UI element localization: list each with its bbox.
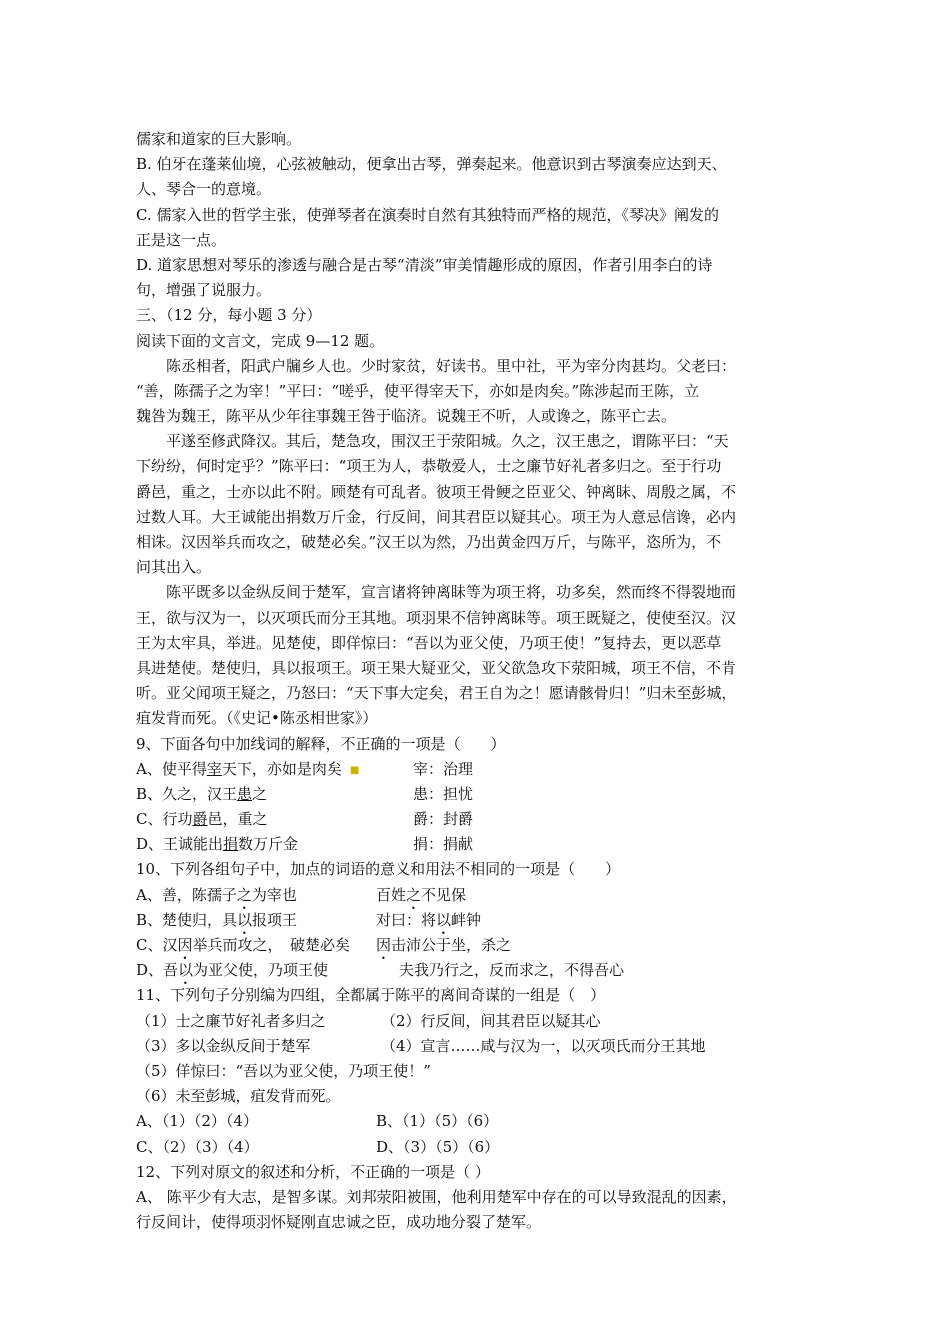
passage-line: 陈丞相者，阳武户牖乡人也。少时家贫，好读书。里中社，平为宰分肉甚均。父老曰： [166, 356, 737, 375]
document-content [136, 127, 826, 1235]
passage-line: 陈平既多以金纵反间于楚军，宣言诸将钟离眛等为项王将，功多矣，然而终不得裂地而 [166, 583, 737, 602]
passage-line: 过数人耳。大王诚能出捐数万斤金，行反间，间其君臣以疑其心。项王为人意忌信谗，必内 [136, 507, 737, 526]
option-d-line: D. 道家思想对琴乐的渗透与融合是古琴“清淡”审美情趣形成的原因，作者引用李白的诗 [136, 255, 713, 274]
q10-option-b: B、楚使归，具以报项王 对曰：将以衅钟 [136, 910, 482, 929]
passage-line: 王为太牢具，举进。见楚使，即佯惊曰：“吾以为亚父使，乃项王使！”复持去，更以恶草 [136, 633, 722, 652]
q9-option-b: B、久之，汉王患之 患：担忧 [136, 784, 474, 803]
q11-options-row: C、（2）（3）（4） D、（3）（5）（6） [136, 1137, 500, 1156]
q11-options-row: A、（1）（2）（4） B、（1）（5）（6） [136, 1112, 499, 1131]
section-heading: 三、（12 分，每小题 3 分） [136, 306, 322, 325]
passage-line: 王，欲与汉为一，以灭项氏而分王其地。项羽果不信钟离眛等。项王既疑之，使使至汉。汉 [136, 608, 737, 627]
question-9-stem: 9、下面各句中加线词的解释，不正确的一项是（ ） [136, 734, 506, 753]
question-12-stem: 12、下列对原文的叙述和分析，不正确的一项是（ ） [136, 1162, 490, 1181]
passage-line: 问其出入。 [136, 558, 212, 577]
q12-option-a: A、 陈平少有大志，是智多谋。刘邦荥阳被围，他利用楚军中存在的可以导致混乱的因素， [136, 1187, 737, 1206]
q9-option-a: A、使平得宰天下，亦如是肉矣 ■ 宰：治理 [136, 759, 474, 778]
bullet-mark-icon: ■ [349, 764, 360, 776]
q10-option-a: A、善，陈孺子之为宰也 百姓之不见保 [136, 885, 467, 904]
passage-line: 平遂至修武降汉。其后，楚急攻，围汉王于荥阳城。久之，汉王患之，谓陈平曰：“天 [166, 432, 729, 451]
text-line: 正是这一点。 [136, 230, 227, 249]
question-11-stem: 11、下列句子分别编为四组，全都属于陈平的离间奇谋的一组是（ ） [136, 986, 606, 1005]
passage-line: 具进楚使。楚使归，具以报项王。项王果大疑亚父，亚父欲急攻下荥阳城，项王不信，不肯 [136, 658, 737, 677]
text-line: 儒家和道家的巨大影响。 [136, 130, 302, 148]
option-b-line: B. 伯牙在蓬莱仙境，心弦被触动，便拿出古琴，弹奏起来。他意识到古琴演奏应达到天、 [136, 155, 727, 174]
q10-option-d: D、吾以为亚父使，乃项王使 夫我乃行之，反而求之，不得吾心 [136, 961, 625, 980]
text-line: 人、琴合一的意境。 [136, 180, 272, 199]
passage-line: 魏咎为魏王，陈平从少年往事魏王咎于临济。说魏王不听，人或谗之，陈平亡去。 [136, 407, 677, 426]
passage-line: 听。亚父闻项王疑之，乃怒曰：“天下事大定矣，君王自为之！愿请骸骨归！”归未至彭城， [136, 684, 737, 703]
q11-items-row: （6）未至彭城，疽发背而死。 [136, 1087, 341, 1106]
instruction-line: 阅读下面的文言文，完成 9—12 题。 [136, 331, 385, 350]
passage-line: 疽发背而死。（《史记•陈丞相世家》） [136, 709, 378, 728]
q12-option-a-cont: 行反间计，使得项羽怀疑刚直忠诚之臣，成功地分裂了楚军。 [136, 1213, 542, 1232]
q11-items-row: （5）佯惊曰：“吾以为亚父使，乃项王使！” [136, 1061, 431, 1080]
passage-line: 下纷纷，何时定乎？”陈平曰：“项王为人，恭敬爱人，士之廉节好礼者多归之。至于行功 [136, 457, 722, 476]
question-10-stem: 10、下列各组句子中，加点的词语的意义和用法不相同的一项是（ ） [136, 860, 621, 879]
q9-option-d: D、王诚能出捐数万斤金 捐：捐献 [136, 835, 474, 854]
passage-line: 相诛。汉因举兵而攻之，破楚必矣。”汉王以为然，乃出黄金四万斤，与陈平，恣所为，不 [136, 533, 722, 551]
q9-option-c: C、行功爵邑，重之 爵：封爵 [136, 810, 474, 829]
text-line: 句，增强了说服力。 [136, 281, 272, 300]
q11-items-row: （3）多以金纵反间于楚军 （4）宣言……咸与汉为一，以灭项氏而分王其地 [136, 1036, 706, 1055]
q11-items-row: （1）士之廉节好礼者多归之 （2）行反间，间其君臣以疑其心 [136, 1011, 601, 1030]
q10-option-c: C、汉因举兵而攻之， 破楚必矣 因击沛公于坐，杀之 [136, 936, 512, 954]
passage-line: 爵邑，重之，士亦以此不附。顾楚有可乱者。彼项王骨鲠之臣亚父、钟离眛、周殷之属，不 [136, 482, 737, 501]
option-c-line: C. 儒家入世的哲学主张，使弹琴者在演奏时自然有其独特而严格的规范，《琴决》阐发的 [136, 205, 719, 224]
passage-line: “善，陈孺子之为宰！”平曰：“嗟乎，使平得宰天下，亦如是肉矣。”陈涉起而王陈，立 [136, 381, 700, 400]
